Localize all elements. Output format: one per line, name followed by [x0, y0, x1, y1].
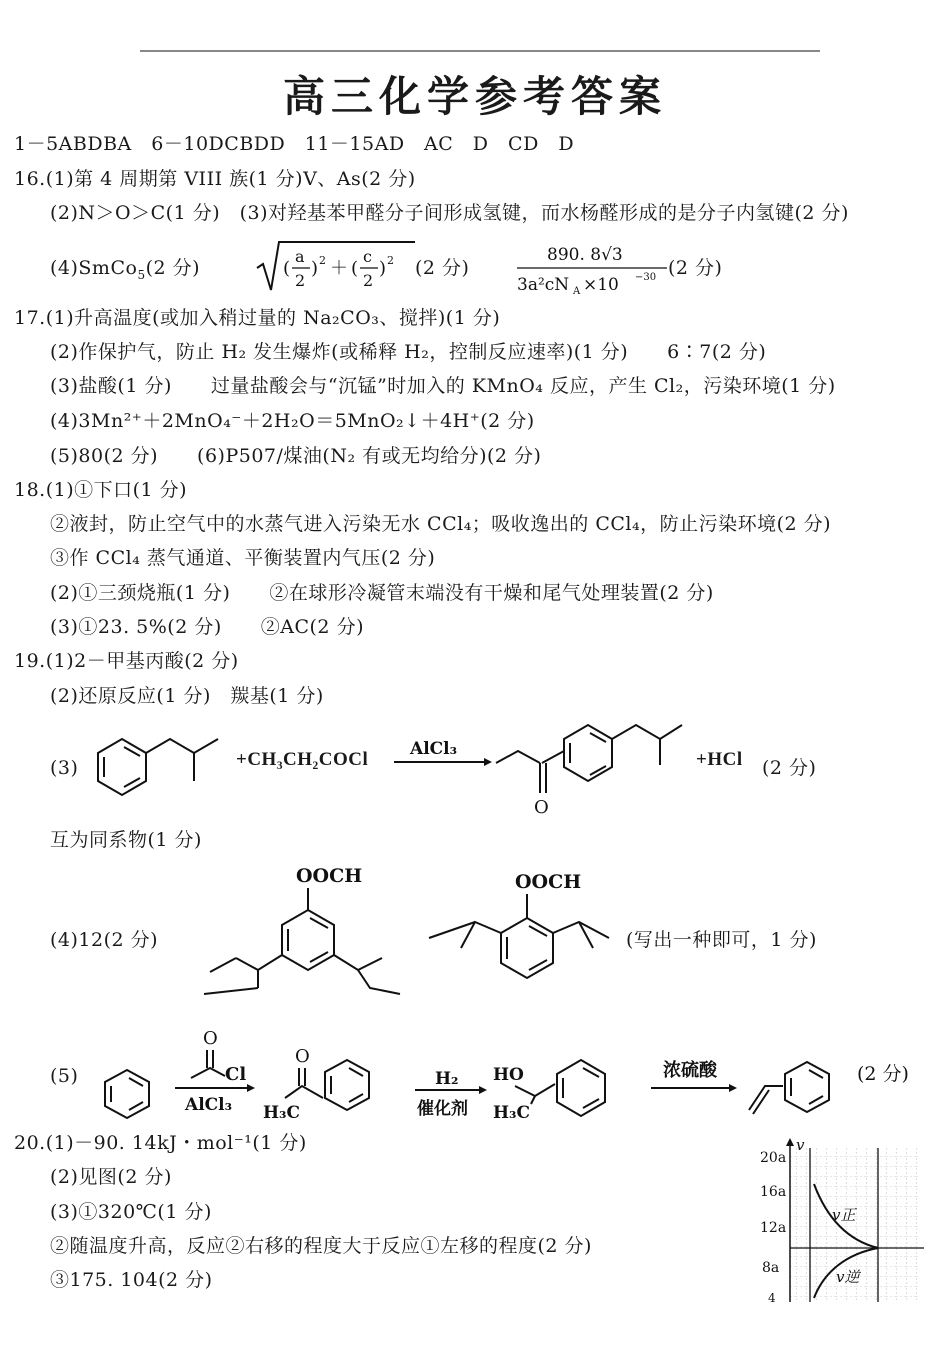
rate-graph: [756, 1136, 928, 1305]
svg-text:a: a: [295, 247, 305, 266]
q19-3-score: (2 分): [762, 757, 817, 779]
q20-line1: 20.(1)－90. 14kJ・mol⁻¹(1 分): [14, 1132, 307, 1154]
q16-score-sqrt: (2 分): [415, 257, 470, 279]
svg-text:): ): [379, 258, 387, 279]
q20-line3: (3)①320℃(1 分): [50, 1201, 212, 1223]
svg-text:浓硫酸: 浓硫酸: [663, 1060, 717, 1081]
q16-line1: 16.(1)第 4 周期第 VIII 族(1 分)V、As(2 分): [14, 168, 416, 190]
q20-line4: ②随温度升高，反应②右移的程度大于反应①左移的程度(2 分): [50, 1235, 592, 1257]
svg-text:O: O: [203, 1028, 218, 1049]
svg-text:(: (: [283, 258, 291, 279]
v-reverse-label: v逆: [836, 1268, 860, 1286]
svg-text:催化剂: 催化剂: [417, 1099, 468, 1119]
y-axis-label: v: [796, 1136, 805, 1154]
hcl-product: +HCl: [696, 749, 743, 770]
svg-text:O: O: [295, 1046, 310, 1067]
isobutylbenzene-structure: [90, 725, 230, 815]
q19-3-label: (3): [50, 757, 79, 779]
q17-line1: 17.(1)升高温度(或加入稍过量的 Na₂CO₃、搅拌)(1 分): [14, 307, 501, 329]
svg-text:−30: −30: [635, 272, 657, 283]
q18-line1: 18.(1)①下口(1 分): [14, 479, 188, 501]
svg-text:HO: HO: [493, 1065, 524, 1085]
tick-12a: 12a: [760, 1220, 787, 1236]
svg-text:H₃C: H₃C: [493, 1103, 531, 1123]
svg-text:O: O: [534, 797, 549, 818]
q17-line5: (5)80(2 分) (6)P507/煤油(N₂ 有或无均给分)(2 分): [50, 445, 542, 467]
q19-4-note: (写出一种即可，1 分): [626, 929, 817, 951]
reaction-arrow-1: [392, 736, 492, 776]
q19-line2: (2)还原反应(1 分) 羰基(1 分): [50, 685, 324, 707]
svg-text:2: 2: [319, 254, 326, 267]
tick-4: 4: [768, 1291, 776, 1305]
density-fraction: [515, 238, 675, 298]
svg-text:OOCH: OOCH: [515, 871, 582, 893]
q16-line3: (4)SmCo$_5$(2 分): [50, 257, 201, 282]
isomer-structure-2: [425, 868, 625, 1008]
tick-8a: 8a: [762, 1260, 780, 1276]
q18-line2: ②液封，防止空气中的水蒸气进入污染无水 CCl₄；吸收逸出的 CCl₄，防止污染环境(2 分): [50, 513, 832, 535]
q17-line2: (2)作保护气，防止 H₂ 发生爆炸(或稀释 H₂，控制反应速率)(1 分) 6∶7(2 分): [50, 341, 767, 363]
svg-text:c: c: [363, 247, 372, 266]
svg-text:AlCl₃: AlCl₃: [185, 1095, 233, 1115]
reagent-propionyl-chloride: +CH₃CH₂COCl: [236, 749, 369, 770]
top-rule: [140, 50, 820, 52]
svg-text:): ): [311, 258, 319, 279]
svg-text:×10: ×10: [583, 275, 619, 295]
svg-text:(: (: [351, 258, 359, 279]
svg-text:2: 2: [363, 271, 374, 290]
svg-text:3a²cN: 3a²cN: [517, 275, 570, 295]
svg-text:AlCl₃: AlCl₃: [410, 739, 458, 759]
svg-text:Cl: Cl: [225, 1064, 247, 1085]
svg-text:(2 分): (2 分): [857, 1063, 909, 1085]
svg-text:H₃C: H₃C: [263, 1103, 301, 1123]
q19-5-label: (5): [50, 1065, 79, 1087]
q16-line2: (2)N＞O＞C(1 分) (3)对羟基苯甲醛分子间形成氢键，而水杨醛形成的是分子内氢键(2 分): [50, 202, 849, 224]
q18-line4: (2)①三颈烧瓶(1 分) ②在球形冷凝管末端没有干燥和尾气处理装置(2 分): [50, 582, 714, 604]
q18-line3: ③作 CCl₄ 蒸气通道、平衡装置内气压(2 分): [50, 547, 436, 569]
q20-line2: (2)见图(2 分): [50, 1166, 172, 1188]
svg-text:2: 2: [387, 254, 394, 267]
tick-20a: 20a: [760, 1150, 787, 1166]
svg-text:2: 2: [295, 271, 306, 290]
q16-score-density: (2 分): [668, 257, 723, 279]
v-forward-label: v正: [832, 1206, 856, 1224]
q19-4-label: (4)12(2 分): [50, 929, 159, 951]
ketone-product-structure: [492, 705, 692, 820]
svg-text:H₂: H₂: [435, 1069, 459, 1089]
tick-16a: 16a: [760, 1184, 787, 1200]
mc-answers: 1－5ABDBA 6－10DCBDD 11－15AD AC D CD D: [14, 133, 575, 155]
q19-line4: 互为同系物(1 分): [50, 829, 202, 851]
svg-text:A: A: [573, 286, 581, 297]
svg-text:OOCH: OOCH: [296, 865, 363, 887]
q20-line5: ③175. 104(2 分): [50, 1269, 213, 1291]
svg-text:＋: ＋: [330, 258, 348, 279]
q18-line5: (3)①23. 5%(2 分) ②AC(2 分): [50, 616, 364, 638]
q17-line3: (3)盐酸(1 分) 过量盐酸会与“沉锰”时加入的 KMnO₄ 反应，产生 Cl₂，污染环境(1 分): [50, 375, 836, 397]
svg-text:890. 8√3: 890. 8√3: [547, 245, 623, 265]
page-title: 高三化学参考答案: [282, 72, 667, 121]
synthesis-route: [95, 1022, 925, 1127]
isomer-structure-1: [200, 860, 410, 1005]
q19-line1: 19.(1)2－甲基丙酸(2 分): [14, 650, 239, 672]
q17-line4: (4)3Mn²⁺＋2MnO₄⁻＋2H₂O＝5MnO₂↓＋4H⁺(2 分): [50, 410, 535, 432]
